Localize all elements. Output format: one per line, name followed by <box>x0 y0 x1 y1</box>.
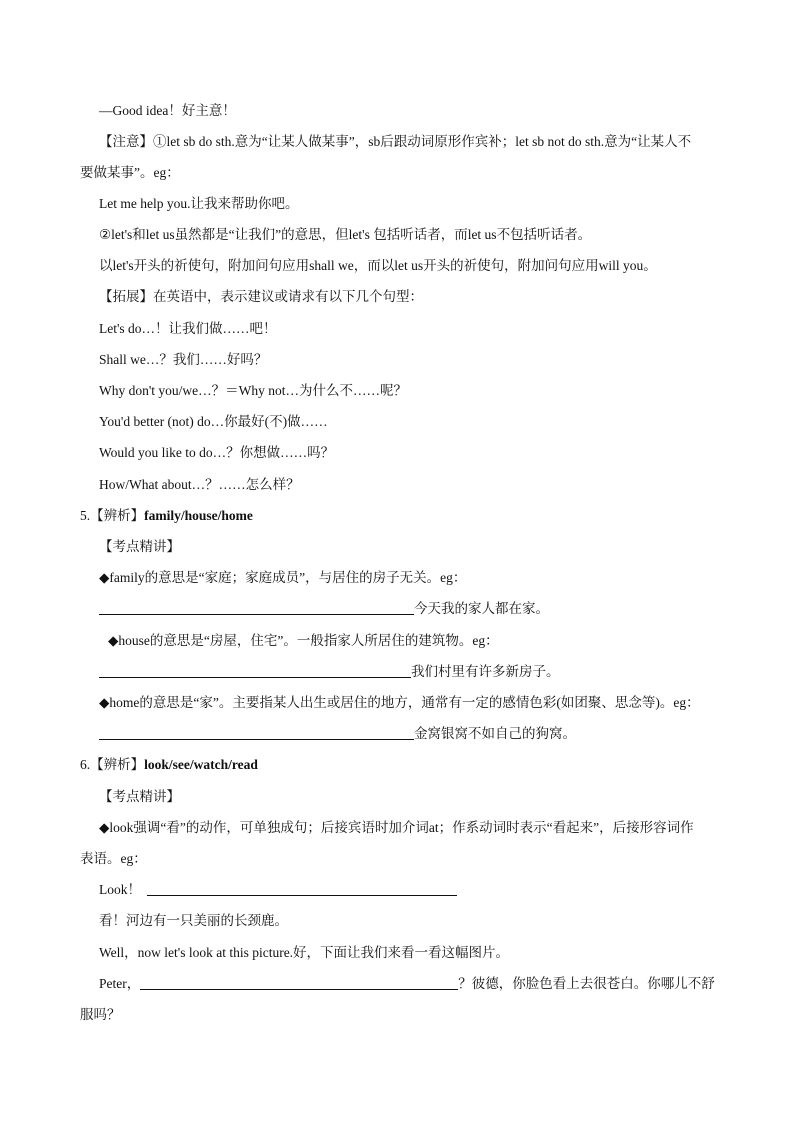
home-example-text: 金窝银窝不如自己的狗窝。 <box>414 726 576 741</box>
pattern-2: Shall we…？我们……好吗？ <box>99 352 268 367</box>
tag-question-rule: 以let's开头的祈使句，附加问句应用shall we，而以let us开头的祈使句，附加问句应用will you。 <box>99 258 657 273</box>
look-definition-2: 表语。eg： <box>80 851 147 866</box>
answer-blank[interactable] <box>140 975 458 990</box>
house-example <box>99 663 560 681</box>
peter-text: Peter， <box>99 976 141 991</box>
peter-example <box>99 975 715 993</box>
section-words: family/house/home <box>144 508 253 523</box>
note-line-2: 要做某事”。eg： <box>80 165 180 180</box>
home-definition: ◆home的意思是“家”。主要指某人出生或居住的地方，通常有一定的感情色彩(如团聚、思念等)。eg： <box>99 695 700 710</box>
peter-translation: ？彼德，你脸色看上去很苍白。你哪儿不舒 <box>458 976 715 991</box>
picture-example: Well，now let's look at this picture.好，下面让我们来看一看这幅图片。 <box>99 945 510 960</box>
pattern-3: Why don't you/we…？＝Why not…为什么不……呢？ <box>99 383 408 398</box>
expand-heading: 【拓展】在英语中，表示建议或请求有以下几个句型： <box>99 289 423 304</box>
section-5-key-points: 【考点精讲】 <box>99 539 180 554</box>
pattern-5: Would you like to do…？你想做……吗？ <box>99 445 335 460</box>
family-definition: ◆family的意思是“家庭；家庭成员”，与居住的房子无关。eg： <box>99 570 467 585</box>
pattern-6: How/What about…？……怎么样？ <box>99 477 300 492</box>
answer-blank[interactable] <box>99 663 411 678</box>
section-6-key-points: 【考点精讲】 <box>99 789 180 804</box>
section-5-heading <box>80 507 253 525</box>
house-definition: ◆house的意思是“房屋，住宅”。一般指家人所居住的建筑物。eg： <box>108 633 499 648</box>
look-example-text: Look！ <box>99 882 141 897</box>
home-example <box>99 725 576 743</box>
section-words: look/see/watch/read <box>144 757 258 772</box>
pattern-1: Let's do…！让我们做……吧！ <box>99 321 277 336</box>
family-example <box>99 600 549 618</box>
answer-blank[interactable] <box>147 881 457 896</box>
section-number: 6. <box>80 757 91 772</box>
pattern-4: You'd better (not) do…你最好(不)做…… <box>99 414 328 429</box>
house-example-text: 我们村里有许多新房子。 <box>411 664 560 679</box>
giraffe-translation: 看！河边有一只美丽的长颈鹿。 <box>99 913 288 928</box>
peter-translation-end: 服吗？ <box>80 1007 121 1022</box>
section-tag: 【辨析】 <box>90 508 145 523</box>
family-example-text: 今天我的家人都在家。 <box>414 601 549 616</box>
answer-blank[interactable] <box>99 600 414 615</box>
note-line-1: 【注意】①let sb do sth.意为“让某人做某事”，sb后跟动词原形作宾补；let sb not do sth.意为“让某人不 <box>99 134 692 149</box>
good-idea-line: —Good idea！好主意！ <box>99 103 236 118</box>
section-tag: 【辨析】 <box>90 757 145 772</box>
look-example <box>99 881 457 899</box>
section-6-heading <box>80 756 258 774</box>
answer-blank[interactable] <box>99 725 414 740</box>
example-let-me: Let me help you.让我来帮助你吧。 <box>99 196 299 211</box>
section-number: 5. <box>80 508 91 523</box>
look-definition-1: ◆look强调“看”的动作，可单独成句；后接宾语时加介词at；作系动词时表示“看起来”，后接形容词作 <box>99 820 694 835</box>
lets-vs-let-us: ②let's和let us虽然都是“让我们”的意思，但let's 包括听话者，而let us不包括听话者。 <box>99 227 592 242</box>
